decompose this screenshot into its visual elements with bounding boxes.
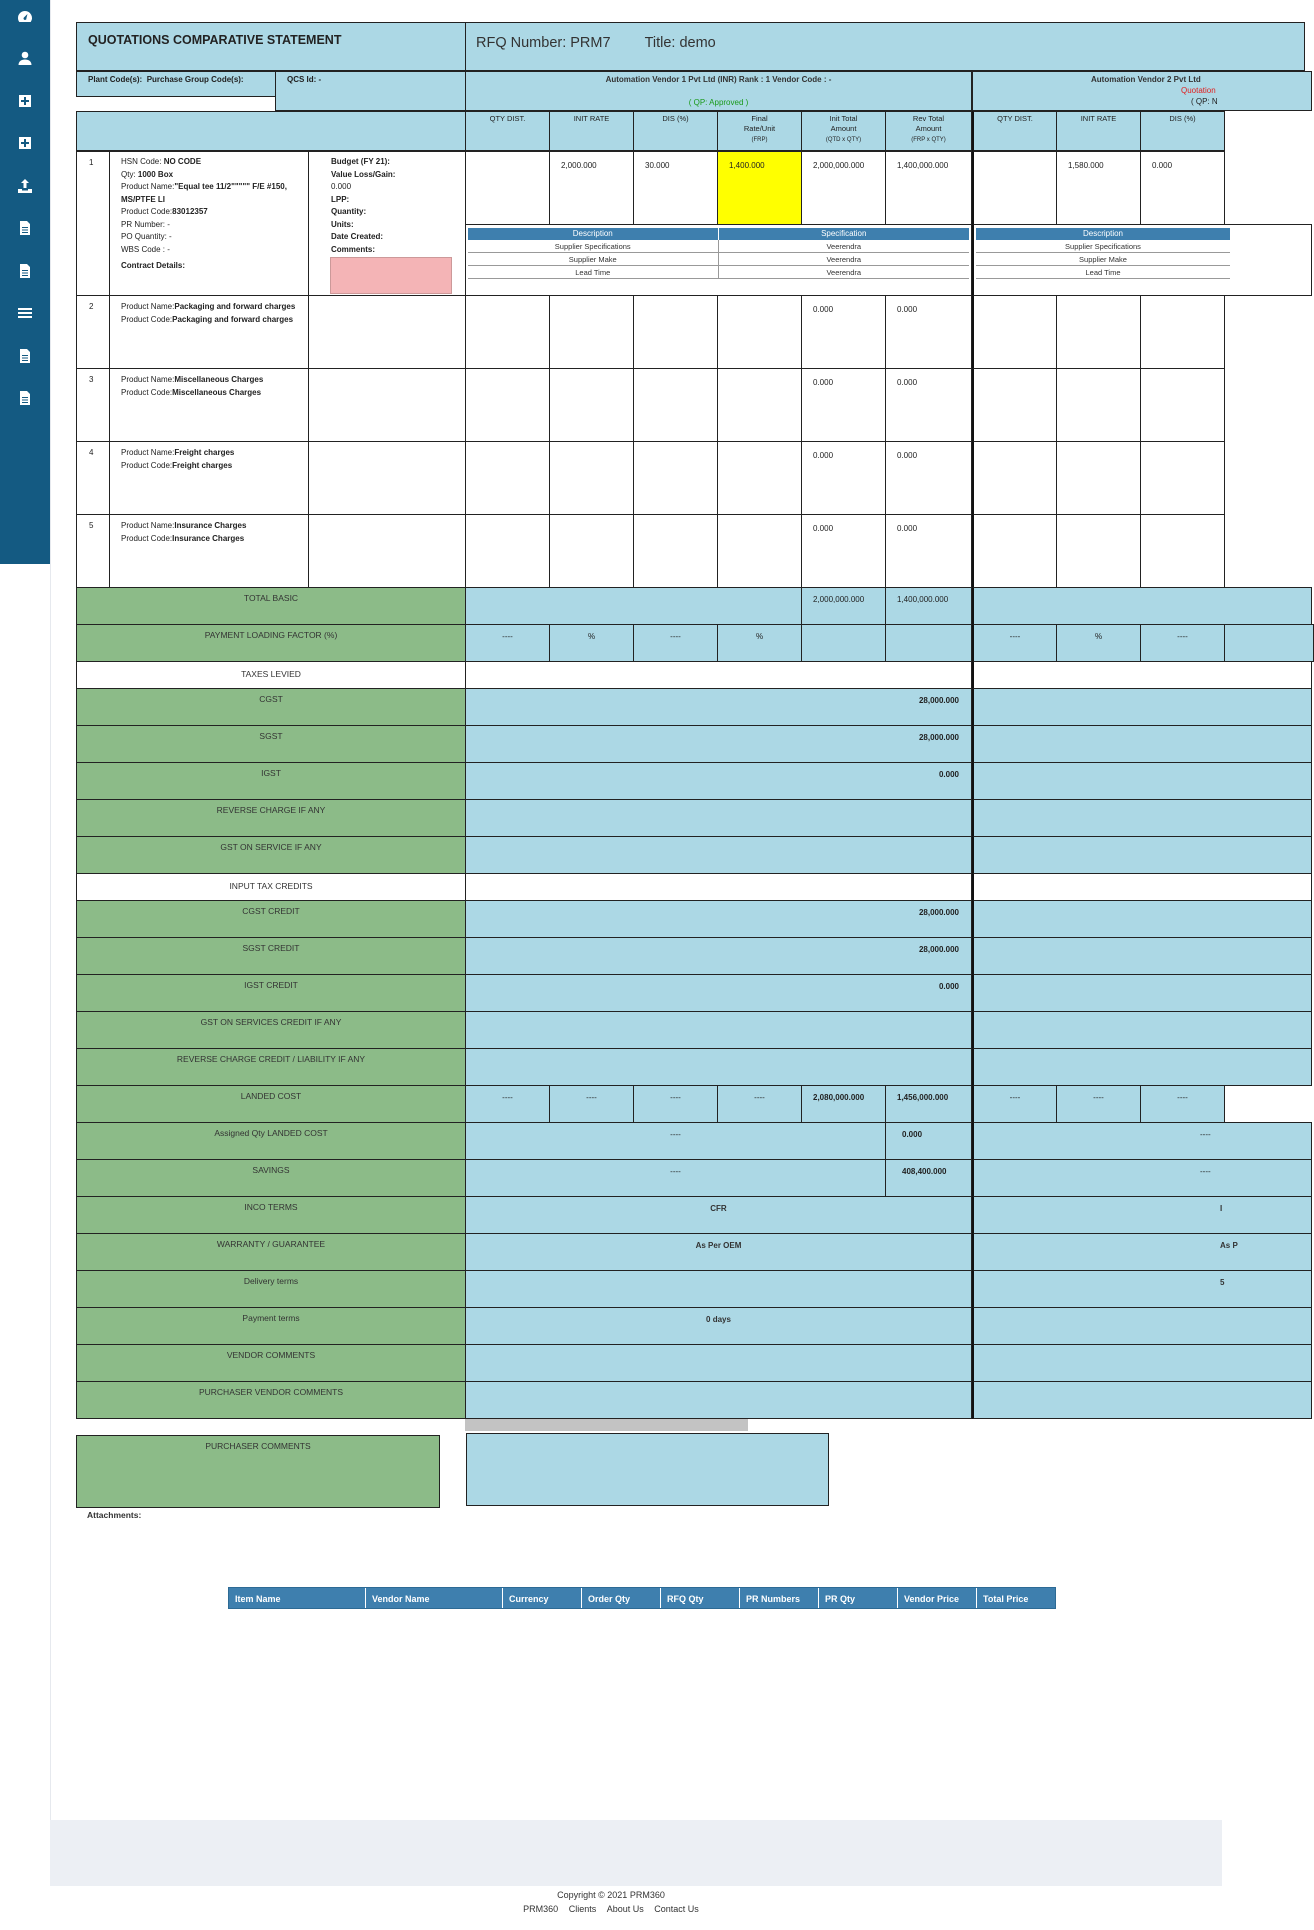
reverse_credit-value bbox=[465, 1048, 972, 1086]
item-init-total: 0.000 bbox=[801, 295, 886, 369]
row-label-itc: INPUT TAX CREDITS bbox=[76, 873, 466, 901]
cgst_credit-value: 28,000.000 bbox=[465, 900, 972, 938]
payment-value: 0 days bbox=[465, 1307, 972, 1345]
item-details: Product Name:Insurance Charges Product Code:Insurance Charges bbox=[109, 514, 309, 588]
v1-init-rate: 2,000.000 bbox=[549, 151, 634, 225]
col-init-total: Init Total Amount (QTD x QTY) bbox=[801, 111, 886, 151]
v1-rev-total: 1,400,000.000 bbox=[885, 151, 972, 225]
th-order-qty: Order Qty bbox=[582, 1588, 661, 1608]
copyright: Copyright © 2021 PRM360 bbox=[557, 1890, 665, 1900]
row-label-purchaser_vendor_comments: PURCHASER VENDOR COMMENTS bbox=[76, 1381, 466, 1419]
col-dis: DIS (%) bbox=[633, 111, 718, 151]
row-label-inco: INCO TERMS bbox=[76, 1196, 466, 1234]
vendor2-spec-table: Description Supplier Specifications Supplier Make Lead Time bbox=[972, 224, 1312, 296]
row-label-vendor_comments: VENDOR COMMENTS bbox=[76, 1344, 466, 1382]
document-icon[interactable] bbox=[12, 343, 38, 369]
sgst_credit-value: 28,000.000 bbox=[465, 937, 972, 975]
row-label-reverse_credit: REVERSE CHARGE CREDIT / LIABILITY IF ANY bbox=[76, 1048, 466, 1086]
plant-codes: Plant Code(s): Purchase Group Code(s): bbox=[76, 71, 276, 97]
item-init-total: 0.000 bbox=[801, 441, 886, 515]
purchaser_vendor_comments-value bbox=[465, 1381, 972, 1419]
page-title: QUOTATIONS COMPARATIVE STATEMENT bbox=[76, 22, 466, 71]
row-label-total_basic: TOTAL BASIC bbox=[76, 587, 466, 625]
item-init-total: 0.000 bbox=[801, 514, 886, 588]
reverse-value bbox=[465, 799, 972, 837]
item-init-total: 0.000 bbox=[801, 368, 886, 442]
comments-textarea[interactable] bbox=[330, 257, 452, 294]
vendor1-spec-table: Description Specification Supplier Specifications Veerendra Supplier Make Veerendra Lead Time Veerendra bbox=[465, 224, 972, 296]
th-vendor-price: Vendor Price bbox=[898, 1588, 977, 1608]
rfq-number: RFQ Number: PRM7 bbox=[476, 35, 611, 51]
inco-value: CFR bbox=[465, 1196, 972, 1234]
row-label-igst: IGST bbox=[76, 762, 466, 800]
savings-value: 408,400.000 bbox=[885, 1159, 972, 1197]
item1-budget: Budget (FY 21): Value Loss/Gain: 0.000 LPP: Quantity: Units: Date Created: Comments: bbox=[308, 151, 466, 296]
document-icon[interactable] bbox=[12, 258, 38, 284]
col-qty-dist: QTY DIST. bbox=[465, 111, 550, 151]
document-icon[interactable] bbox=[12, 385, 38, 411]
qcs-id: QCS Id: - bbox=[275, 71, 466, 111]
col-rev-total: Rev Total Amount (FRP x QTY) bbox=[885, 111, 972, 151]
footer-link-contact[interactable]: Contact Us bbox=[654, 1904, 699, 1914]
row-label-payment: Payment terms bbox=[76, 1307, 466, 1345]
th-item-name: Item Name bbox=[229, 1588, 366, 1608]
item-details: Product Name:Miscellaneous Charges Product Code:Miscellaneous Charges bbox=[109, 368, 309, 442]
row-label-delivery: Delivery terms bbox=[76, 1270, 466, 1308]
vendor_comments-value bbox=[465, 1344, 972, 1382]
v1-dis: 30.000 bbox=[633, 151, 718, 225]
v1-final-rate: 1,400.000 bbox=[717, 151, 802, 225]
item-no: 1 bbox=[76, 151, 110, 296]
item-rev-total: 0.000 bbox=[885, 295, 972, 369]
cgst-value: 28,000.000 bbox=[465, 688, 972, 726]
th-currency: Currency bbox=[503, 1588, 582, 1608]
col-init-rate: INIT RATE bbox=[549, 111, 634, 151]
footer-band bbox=[50, 1820, 1222, 1886]
row-label-landed: LANDED COST bbox=[76, 1085, 466, 1123]
rfq-header bbox=[465, 22, 1305, 71]
row-label-taxes: TAXES LEVIED bbox=[76, 661, 466, 689]
row-label-igst_credit: IGST CREDIT bbox=[76, 974, 466, 1012]
item1-details: HSN Code: NO CODE Qty: 1000 Box Product Name:"Equal tee 11/2""""" F/E #150, MS/PTFE LI Product Code:83012357 PR Number: - PO Quantity: - WBS Code : - Contract Details: bbox=[109, 151, 309, 296]
col-final-rate: Final Rate/Unit (FRP) bbox=[717, 111, 802, 151]
th-pr-numbers: PR Numbers bbox=[740, 1588, 819, 1608]
footer-link-clients[interactable]: Clients bbox=[568, 1904, 597, 1914]
dashboard-icon[interactable] bbox=[12, 4, 38, 30]
gst_services_credit-value bbox=[465, 1011, 972, 1049]
th-pr-qty: PR Qty bbox=[819, 1588, 898, 1608]
sidebar bbox=[0, 0, 50, 564]
th-total-price: Total Price bbox=[977, 1588, 1055, 1608]
warranty-value: As Per OEM bbox=[465, 1233, 972, 1271]
list-icon[interactable] bbox=[12, 300, 38, 326]
user-icon[interactable] bbox=[12, 45, 38, 71]
upload-icon[interactable] bbox=[12, 173, 38, 199]
row-label-sgst: SGST bbox=[76, 725, 466, 763]
item-rev-total: 0.000 bbox=[885, 368, 972, 442]
row-label-cgst_credit: CGST CREDIT bbox=[76, 900, 466, 938]
row-label-warranty: WARRANTY / GUARANTEE bbox=[76, 1233, 466, 1271]
igst_credit-value: 0.000 bbox=[465, 974, 972, 1012]
item-rev-total: 0.000 bbox=[885, 441, 972, 515]
v1-init-total: 2,000,000.000 bbox=[801, 151, 886, 225]
igst-value: 0.000 bbox=[465, 762, 972, 800]
row-label-plf: PAYMENT LOADING FACTOR (%) bbox=[76, 624, 466, 662]
th-vendor-name: Vendor Name bbox=[366, 1588, 503, 1608]
footer bbox=[0, 1886, 1222, 1914]
attachments-label: Attachments: bbox=[87, 1510, 142, 1520]
delivery-value bbox=[465, 1270, 972, 1308]
vendor1-header: Automation Vendor 1 Pvt Ltd (INR) Rank : 1 Vendor Code : - ( QP: Approved ) bbox=[465, 71, 972, 111]
purchaser-comments-label: PURCHASER COMMENTS bbox=[76, 1435, 440, 1508]
plus-square-icon[interactable] bbox=[12, 88, 38, 114]
item-details: Product Name:Packaging and forward charges Product Code:Packaging and forward charges bbox=[109, 295, 309, 369]
total-basic-init: 2,000,000.000 bbox=[801, 587, 886, 625]
vendor2-header: Automation Vendor 2 Pvt Ltd Quotation ( QP: N bbox=[972, 71, 1312, 111]
item-no: 2 bbox=[76, 295, 110, 369]
gst_service-value bbox=[465, 836, 972, 874]
row-label-gst_service: GST ON SERVICE IF ANY bbox=[76, 836, 466, 874]
row-label-savings: SAVINGS bbox=[76, 1159, 466, 1197]
item-no: 3 bbox=[76, 368, 110, 442]
plus-square-icon[interactable] bbox=[12, 130, 38, 156]
item-no: 4 bbox=[76, 441, 110, 515]
items-summary-table bbox=[228, 1587, 1056, 1609]
row-label-cgst: CGST bbox=[76, 688, 466, 726]
vendor1-status: ( QP: Approved ) bbox=[688, 98, 749, 107]
v2-dis: 0.000 bbox=[1140, 151, 1225, 225]
vendor2-status: Quotation bbox=[1181, 86, 1216, 95]
item-no: 5 bbox=[76, 514, 110, 588]
row-label-reverse: REVERSE CHARGE IF ANY bbox=[76, 799, 466, 837]
purchaser-comments-input[interactable] bbox=[466, 1433, 829, 1506]
total-basic-rev: 1,400,000.000 bbox=[885, 587, 972, 625]
horizontal-scrollbar[interactable] bbox=[465, 1419, 748, 1431]
rfq-title: Title: demo bbox=[644, 35, 716, 51]
th-rfq-qty: RFQ Qty bbox=[661, 1588, 740, 1608]
assigned-value: 0.000 bbox=[885, 1122, 972, 1160]
footer-link-prm360[interactable]: PRM360 bbox=[523, 1904, 559, 1914]
row-label-assigned: Assigned Qty LANDED COST bbox=[76, 1122, 466, 1160]
row-label-gst_services_credit: GST ON SERVICES CREDIT IF ANY bbox=[76, 1011, 466, 1049]
document-icon[interactable] bbox=[12, 215, 38, 241]
v2-init-rate: 1,580.000 bbox=[1056, 151, 1141, 225]
item-details: Product Name:Freight charges Product Code:Freight charges bbox=[109, 441, 309, 515]
row-label-sgst_credit: SGST CREDIT bbox=[76, 937, 466, 975]
comparative-statement[interactable]: QUOTATIONS COMPARATIVE STATEMENT RFQ Number: PRM7 Title: demo Plant Code(s): Purchase Group Code(s): QCS Id: - Automation Vendor 1 Pvt Ltd (INR) Rank : 1 Vendor Code : - ( QP: Approved ) Automation Vendor 2 Pvt Ltd Quotation ( QP: N QTY DIST. INIT RATE DIS (%) Final Rate/Unit (FRP) Init Total Amount (QTD x QTY) Rev Total Amount (FRP x QTY) QTY DIST. INIT RATE DIS (%) 1 HSN Code: NO CODE Qty: 1000 Box Product Name:"Equal tee 11/2""""" F/E #150, MS/PTFE LI Product Code:83012357 PR Number: - PO Quantity: - WBS Code : - Contract Details: Budget (FY 21): Value Loss/Gain: 0.000 LPP: Quantity: Units: Date Created: Comments: 2,000.000 30.000 1,400.000 2,000,000.000 1,400,000.000 1,580.000 0.000 Description Specification Supplier Specifications Veerendra Supplier Make Veerendra Lead Time Veerendra Description Supplier Specifications Supplier Make Lead Time 2 Product Name:Packaging and forward charges Product Code:Packaging and forward charges 0.000 0.000 3 Product Name:Miscellaneous Charges Product Code:Miscellaneous Charges 0.000 0.000 4 Product Name:Freight charges Product Code:Freight charges 0.000 0.000 5 Product Name:Insurance Charges Product Code:Insurance Charges 0.000 0.000 TOTAL BASIC 2,000,000.000 1,400,000.000 PAYMENT LOADING FACTOR (%) ---- % ---- % ---- % ---- TAXES LEVIED CGST 28,000.000 SGST 28,000.000 IGST 0.000 REVERSE CHARGE IF ANY GST ON SERVICE IF ANY INPUT TAX CREDITS CGST CREDIT 28,000.000 SGST CREDIT 28,000.000 IGST CREDIT 0.000 GST ON SERVICES CREDIT IF ANY REVERSE CHARGE CREDIT / LIABILITY IF ANY LANDED COST ---- ---- ---- ---- 2,080,000.000 1,456,000.000 ---- ---- ---- Assigned Qty LANDED COST ---- 0.000 ---- SAVINGS ---- 408,400.000 ---- INCO TERMS CFR I WARRANTY / GUARANTEE As Per OEM As P Delivery terms 5 Payment terms 0 days VENDOR COMMENTS PURCHASER VENDOR COMMENTS bbox=[76, 22, 1222, 1412]
footer-link-about[interactable]: About Us bbox=[606, 1904, 644, 1914]
sgst-value: 28,000.000 bbox=[465, 725, 972, 763]
item-rev-total: 0.000 bbox=[885, 514, 972, 588]
